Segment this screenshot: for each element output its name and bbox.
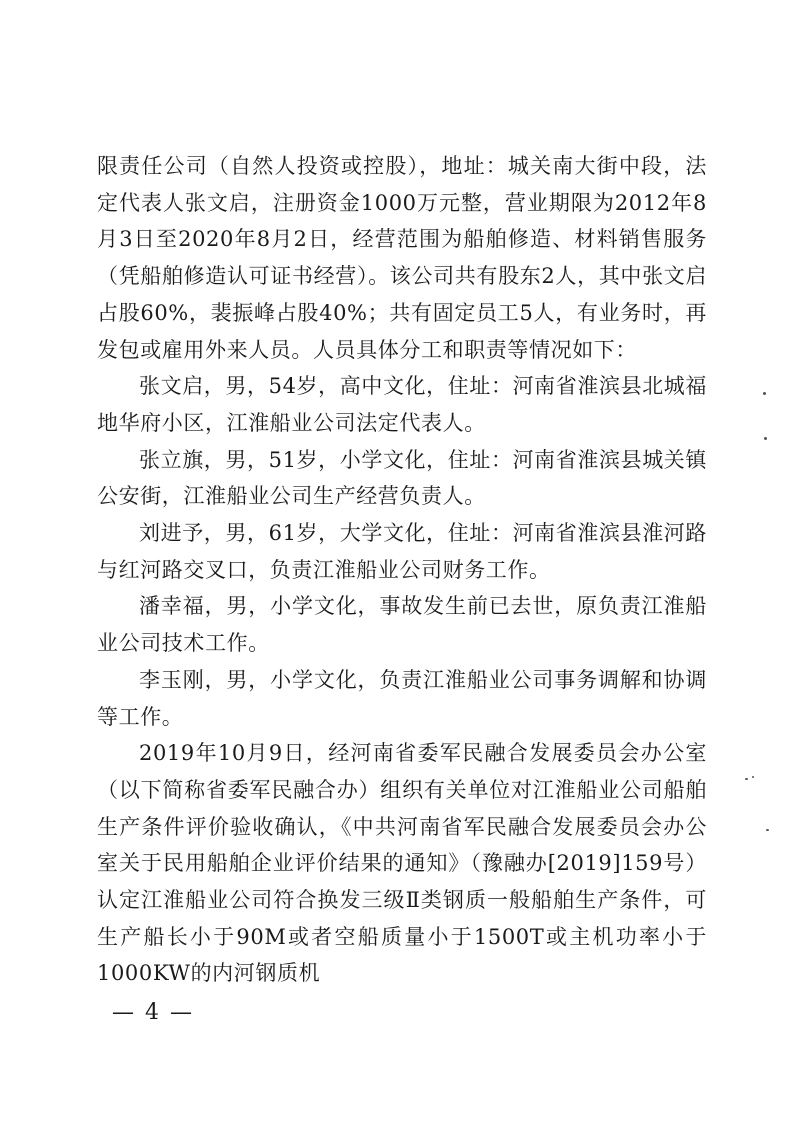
page-number: — 4 — (112, 1000, 194, 1025)
paragraph-person-li-yugang: 李玉刚，男，小学文化，负责江淮船业公司事务调解和协调等工作。 (97, 667, 707, 729)
paragraph-person-liu-jinyu: 刘进予，男，61岁，大学文化，住址：河南省淮滨县淮河路与红河路交叉口，负责江淮船业公司财务工作。 (97, 521, 707, 582)
paragraph-person-zhang-liqi: 张立旗，男，51岁，小学文化，住址：河南省淮滨县城关镇公安街，江淮船业公司生产经营负责人。 (97, 447, 707, 509)
scan-speck (763, 392, 766, 395)
paragraph-evaluation-2019: 2019年10月9日，经河南省委军民融合发展委员会办公室（以下简称省委军民融合办）组织有关单位对江淮船业公司船舶生产条件评价验收确认，《中共河南省军民融合发展委员会办公室关于民用船舶企业评价结果的通知》（豫融办[2019]159号）认定江淮船业公司符合换发三级Ⅱ类钢质一般船舶生产条件，可生产船长小于90M或者空船质量小于1500T或主机功率小于1000KW的内河钢质机 (97, 741, 707, 986)
scan-speck (766, 829, 769, 831)
scan-speck (764, 437, 767, 440)
scan-speck (745, 778, 748, 780)
scan-speck (752, 776, 754, 778)
paragraph-person-zhang-wenqi: 张文启，男，54岁，高中文化，住址：河南省淮滨县北城福地华府小区，江淮船业公司法定代表人。 (97, 374, 707, 435)
paragraph-company-info: 限责任公司（自然人投资或控股），地址：城关南大街中段，法定代表人张文启，注册资金1000万元整，营业期限为2012年8月3日至2020年8月2日，经营范围为船舶修造、材料销售服务（凭船舶修造认可证书经营）。该公司共有股东2人，其中张文启占股60%，裴振峰占股40%；共有固定员工5人，有业务时，再发包或雇用外来人员。人员具体分工和职责等情况如下： (97, 154, 707, 362)
paragraph-person-pan-xingfu: 潘幸福，男，小学文化，事故发生前已去世，原负责江淮船业公司技术工作。 (97, 594, 707, 656)
body-text (97, 148, 707, 992)
